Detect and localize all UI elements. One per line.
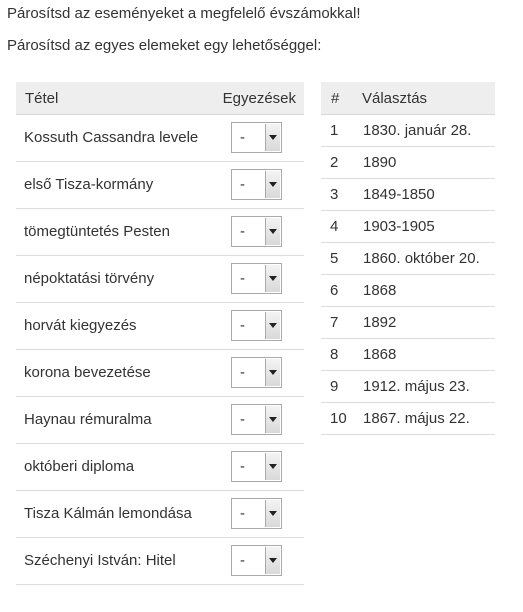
table-row (16, 209, 304, 256)
select-value: - (240, 458, 245, 475)
options-table-header (321, 82, 495, 115)
option-number: 5 (330, 250, 339, 267)
table-row (16, 491, 304, 538)
option-number: 8 (330, 346, 339, 363)
match-select[interactable] (231, 498, 282, 529)
header-match: Egyezések (222, 90, 296, 107)
option-number: 7 (330, 314, 339, 331)
table-row (321, 339, 495, 371)
table-row (321, 403, 495, 435)
option-text: 1892 (363, 314, 397, 331)
match-select[interactable] (231, 451, 282, 482)
match-select[interactable] (231, 545, 282, 576)
option-number: 6 (330, 282, 339, 299)
option-number: 1 (330, 122, 339, 139)
option-text: 1868 (363, 346, 397, 363)
chevron-down-icon[interactable] (265, 171, 280, 198)
header-choice: Választás (362, 90, 428, 107)
select-value: - (240, 364, 245, 381)
table-row (16, 256, 304, 303)
items-table (16, 82, 304, 585)
table-row (321, 211, 495, 243)
option-number: 10 (330, 410, 347, 427)
option-text: 1849-1850 (363, 186, 435, 203)
chevron-down-icon[interactable] (265, 218, 280, 245)
item-label: Haynau rémuralma (24, 411, 152, 428)
select-value: - (240, 223, 245, 240)
item-label: Tisza Kálmán lemondása (24, 505, 192, 522)
chevron-down-icon[interactable] (265, 500, 280, 527)
chevron-down-icon[interactable] (265, 312, 280, 339)
match-select[interactable] (231, 169, 282, 200)
table-row (321, 275, 495, 307)
item-label: első Tisza-kormány (24, 176, 154, 193)
table-row (16, 350, 304, 397)
instruction-subtitle: Párosítsd az egyes elemeket egy lehetőséggel: (7, 37, 322, 54)
option-text: 1860. október 20. (363, 250, 480, 267)
table-row (321, 115, 495, 147)
select-value: - (240, 411, 245, 428)
option-text: 1867. május 22. (363, 410, 470, 427)
match-select[interactable] (231, 404, 282, 435)
item-label: korona bevezetése (24, 364, 151, 381)
select-value: - (240, 129, 245, 146)
table-row (321, 307, 495, 339)
option-text: 1890 (363, 154, 397, 171)
chevron-down-icon[interactable] (265, 547, 280, 574)
table-row (16, 162, 304, 209)
select-value: - (240, 176, 245, 193)
select-value: - (240, 317, 245, 334)
item-label: októberi diploma (24, 458, 135, 475)
select-value: - (240, 552, 245, 569)
table-row (16, 444, 304, 491)
header-item: Tétel (25, 90, 59, 107)
table-row (16, 538, 304, 585)
item-label: horvát kiegyezés (24, 317, 137, 334)
table-row (16, 397, 304, 444)
option-text: 1912. május 23. (363, 378, 470, 395)
chevron-down-icon[interactable] (265, 265, 280, 292)
match-select[interactable] (231, 263, 282, 294)
chevron-down-icon[interactable] (265, 359, 280, 386)
options-table (321, 82, 495, 435)
table-row (321, 147, 495, 179)
option-text: 1903-1905 (363, 218, 435, 235)
header-number: # (331, 90, 340, 107)
match-select[interactable] (231, 357, 282, 388)
item-label: Széchenyi István: Hitel (24, 552, 176, 569)
select-value: - (240, 270, 245, 287)
table-row (16, 303, 304, 350)
chevron-down-icon[interactable] (265, 453, 280, 480)
item-label: tömegtüntetés Pesten (24, 223, 170, 240)
match-select[interactable] (231, 310, 282, 341)
table-row (16, 115, 304, 162)
item-label: népoktatási törvény (24, 270, 155, 287)
option-text: 1868 (363, 282, 397, 299)
instruction-title: Párosítsd az eseményeket a megfelelő évszámokkal! (7, 5, 361, 22)
select-value: - (240, 505, 245, 522)
option-number: 4 (330, 218, 339, 235)
item-label: Kossuth Cassandra levele (24, 129, 199, 146)
match-select[interactable] (231, 216, 282, 247)
option-number: 3 (330, 186, 339, 203)
option-text: 1830. január 28. (363, 122, 472, 139)
option-number: 9 (330, 378, 339, 395)
match-select[interactable] (231, 122, 282, 153)
table-row (321, 179, 495, 211)
option-number: 2 (330, 154, 339, 171)
items-table-header (16, 82, 304, 115)
table-row (321, 371, 495, 403)
chevron-down-icon[interactable] (265, 406, 280, 433)
table-row (321, 243, 495, 275)
chevron-down-icon[interactable] (265, 124, 280, 151)
